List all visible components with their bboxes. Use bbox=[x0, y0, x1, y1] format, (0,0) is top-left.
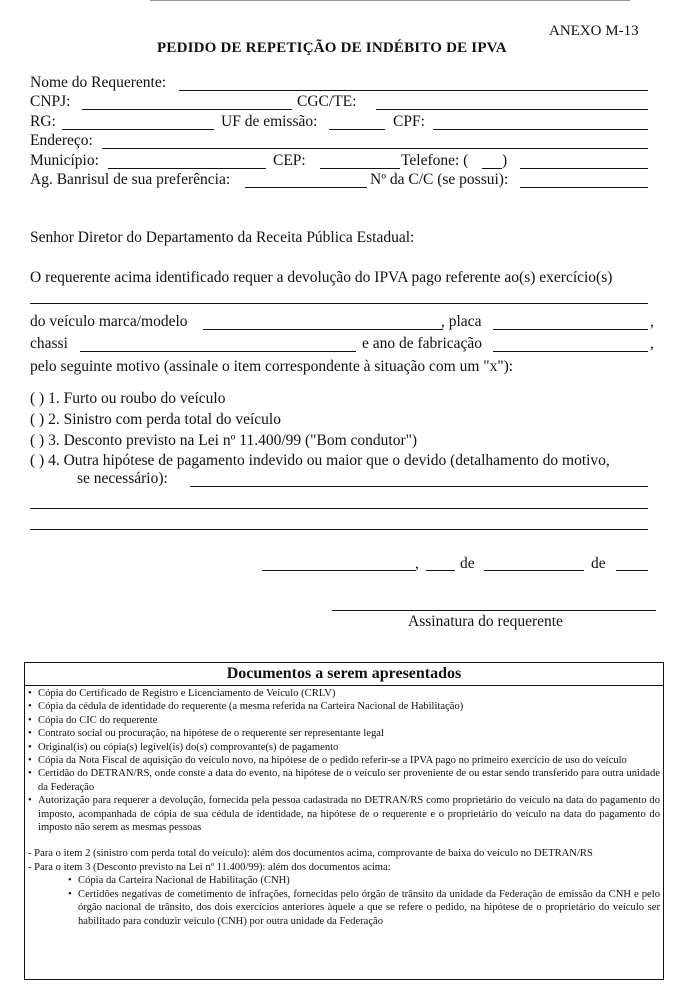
salutation: Senhor Diretor do Departamento da Receita Pública Estadual: bbox=[30, 229, 415, 246]
banco-label: Ag. Banrisul de sua preferência: bbox=[30, 171, 231, 188]
documents-box bbox=[24, 662, 664, 980]
exercicio-field[interactable] bbox=[30, 303, 648, 304]
chassi-field[interactable] bbox=[80, 351, 356, 352]
option-3[interactable]: ( ) 3. Desconto previsto na Lei nº 11.400/99 ("Bom condutor") bbox=[30, 432, 418, 449]
cep-field[interactable] bbox=[320, 168, 400, 169]
detalhamento-field-2[interactable] bbox=[30, 508, 648, 509]
page-title: PEDIDO DE REPETIÇÃO DE INDÉBITO DE IPVA bbox=[157, 40, 507, 56]
placa-label: , placa bbox=[441, 313, 482, 330]
option-4[interactable]: ( ) 4. Outra hipótese de pagamento indevido ou maior que o devido (detalhamento do motivo, bbox=[30, 452, 610, 469]
signature-line[interactable] bbox=[332, 610, 656, 611]
documents-title: Documentos a serem apresentados bbox=[25, 663, 663, 686]
document-item: • Original(is) ou cópia(s) legível(is) do(s) comprovante(s) de pagamento bbox=[28, 741, 660, 754]
document-item: • Certidão do DETRAN/RS, onde conste a data do evento, na hipótese de o veículo ser proveniente de ou estar sendo transferido para outra unidade da Federação bbox=[28, 767, 660, 794]
document-item: • Cópia do Certificado de Registro e Licenciamento de Veículo (CRLV) bbox=[28, 687, 660, 700]
cnpj-label: CNPJ: bbox=[30, 93, 71, 110]
telefone-field[interactable] bbox=[520, 168, 648, 169]
comma-1: , bbox=[650, 313, 654, 330]
uf-label: UF de emissão: bbox=[221, 113, 318, 130]
document-item: • Contrato social ou procuração, na hipótese de o requerente ser representante legal bbox=[28, 727, 660, 740]
detalhamento-field-3[interactable] bbox=[30, 529, 648, 530]
cep-label: CEP: bbox=[273, 152, 306, 169]
document-item: • Cópia da cédula de identidade do requerente (a mesma referida na Carteira Nacional de Habilitação) bbox=[28, 700, 660, 713]
telefone-label: Telefone: ( bbox=[401, 152, 469, 169]
municipio-field[interactable] bbox=[108, 168, 266, 169]
document-item: • Cópia do CIC do requerente bbox=[28, 714, 660, 727]
nome-field[interactable] bbox=[179, 90, 648, 91]
chassi-label: chassi bbox=[30, 335, 68, 352]
comma-2: , bbox=[650, 335, 654, 352]
sub-item: • Cópia da Carteira Nacional de Habilitação (CNH) bbox=[28, 874, 660, 887]
motivo-text: pelo seguinte motivo (assinale o item correspondente à situação com um "x"): bbox=[30, 358, 514, 375]
cpf-field[interactable] bbox=[433, 129, 648, 130]
ano-field[interactable] bbox=[493, 351, 648, 352]
rg-field[interactable] bbox=[62, 129, 214, 130]
request-text: O requerente acima identificado requer a devolução do IPVA pago referente ao(s) exercício(s) bbox=[30, 269, 613, 286]
cnpj-field[interactable] bbox=[82, 109, 292, 110]
signature-label: Assinatura do requerente bbox=[408, 613, 563, 630]
conta-label: Nº da C/C (se possui): bbox=[370, 171, 509, 188]
uf-field[interactable] bbox=[329, 129, 385, 130]
municipio-label: Município: bbox=[30, 152, 99, 169]
endereco-label: Endereço: bbox=[30, 132, 93, 149]
dia-field[interactable] bbox=[426, 570, 455, 571]
annex-label: ANEXO M-13 bbox=[549, 23, 639, 39]
date-de-2: de bbox=[591, 555, 606, 572]
ano-data-field[interactable] bbox=[616, 570, 648, 571]
detalhamento-field-1[interactable] bbox=[190, 486, 648, 487]
scan-top-edge bbox=[150, 0, 630, 1]
option-4-cont: se necessário): bbox=[77, 470, 168, 487]
telefone-close: ) bbox=[502, 152, 508, 169]
documents-list bbox=[28, 687, 660, 928]
sub-item: • Certidões negativas de cometimento de infrações, fornecidas pelo órgão de trânsito da unidade da Federação de emissão da CNH e pelo órgão nacional de trânsito, dos dois exercícios anteriores àquele a que se refere o pedido, na hipótese de o proprietário do veículo ser habilitado para conduzir veículo (CNH) por outra unidade da Federação bbox=[28, 888, 660, 928]
endereco-field[interactable] bbox=[102, 148, 648, 149]
marca-modelo-field[interactable] bbox=[203, 329, 443, 330]
document-item: • Cópia da Nota Fiscal de aquisição do veículo novo, na hipótese de o pedido referir-se a IPVA pago no primeiro exercício de uso do veículo bbox=[28, 754, 660, 767]
date-comma: , bbox=[415, 555, 419, 572]
note-item-2: - Para o item 2 (sinistro com perda total do veículo): além dos documentos acima, comprovante de baixa do veículo no DETRAN/RS bbox=[28, 848, 593, 860]
note-item-3: - Para o item 3 (Desconto previsto na Lei nº 11.400/99): além dos documentos acima: bbox=[28, 861, 391, 873]
option-2[interactable]: ( ) 2. Sinistro com perda total do veículo bbox=[30, 411, 281, 428]
cgc-label: CGC/TE: bbox=[297, 93, 357, 110]
option-1[interactable]: ( ) 1. Furto ou roubo do veículo bbox=[30, 390, 226, 407]
date-de-1: de bbox=[460, 555, 475, 572]
local-field[interactable] bbox=[262, 570, 416, 571]
rg-label: RG: bbox=[30, 113, 56, 130]
mes-field[interactable] bbox=[484, 570, 584, 571]
cpf-label: CPF: bbox=[393, 113, 425, 130]
telefone-ddd-field[interactable] bbox=[482, 168, 502, 169]
conta-field[interactable] bbox=[520, 187, 648, 188]
veiculo-label: do veículo marca/modelo bbox=[30, 313, 188, 330]
document-item: • Autorização para requerer a devolução, fornecida pela pessoa cadastrada no DETRAN/RS como proprietário do veículo na data do pagamento do imposto, acompanhada de cópia de sua cédula de identidade, na hipótese de o requerente e o proprietário do veículo na data do pagamento do imposto não serem as mesmas pessoas bbox=[28, 794, 660, 834]
ano-label: e ano de fabricação bbox=[362, 335, 483, 352]
cgc-field[interactable] bbox=[376, 109, 648, 110]
banco-field[interactable] bbox=[245, 187, 367, 188]
placa-field[interactable] bbox=[493, 329, 648, 330]
nome-label: Nome do Requerente: bbox=[30, 74, 167, 91]
